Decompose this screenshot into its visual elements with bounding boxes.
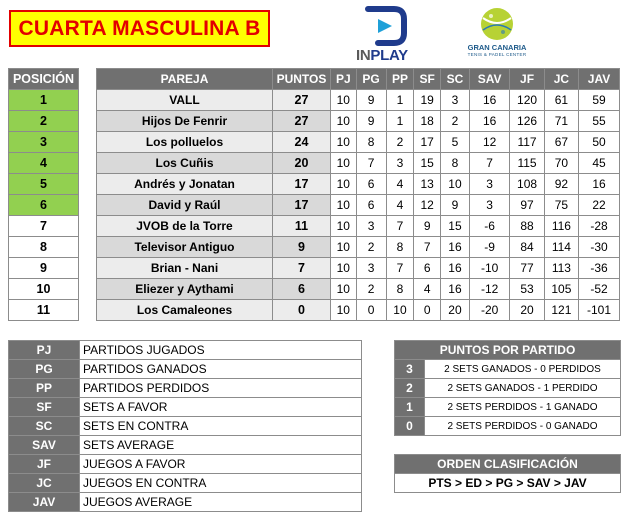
team-name: Brian - Nani xyxy=(97,258,273,279)
header-pareja: PAREJA xyxy=(97,69,273,90)
legend-desc: JUEGOS AVERAGE xyxy=(80,493,362,512)
cell-jf: 20 xyxy=(510,300,544,321)
cell-sf: 19 xyxy=(414,90,441,111)
legend-code: SAV xyxy=(9,436,80,455)
cell-pg: 6 xyxy=(356,195,386,216)
team-points: 7 xyxy=(273,258,331,279)
cell-jc: 113 xyxy=(544,258,578,279)
cell-pj: 10 xyxy=(331,174,357,195)
cell-pj: 10 xyxy=(331,216,357,237)
cell-sf: 0 xyxy=(414,300,441,321)
points-desc: 2 SETS GANADOS - 0 PERDIDOS xyxy=(425,360,621,379)
cell-pp: 8 xyxy=(386,279,414,300)
team-name: David y Raúl xyxy=(97,195,273,216)
cell-sav: -9 xyxy=(469,237,509,258)
cell-pg: 3 xyxy=(356,258,386,279)
abbreviation-legend xyxy=(8,340,362,512)
team-name: Televisor Antiguo xyxy=(97,237,273,258)
cell-sf: 7 xyxy=(414,237,441,258)
cell-jf: 126 xyxy=(510,111,544,132)
cell-sav: -20 xyxy=(469,300,509,321)
cell-sc: 20 xyxy=(441,300,470,321)
position-column xyxy=(8,68,79,321)
points-row xyxy=(395,360,621,379)
cell-pj: 10 xyxy=(331,111,357,132)
cell-sf: 4 xyxy=(414,279,441,300)
cell-jav: 55 xyxy=(579,111,620,132)
ranking-order-value: PTS > ED > PG > SAV > JAV xyxy=(395,474,621,493)
ranking-order-header: ORDEN CLASIFICACIÓN xyxy=(395,455,621,474)
header-jf: JF xyxy=(510,69,544,90)
legend-desc: JUEGOS EN CONTRA xyxy=(80,474,362,493)
standings-table xyxy=(96,68,620,321)
table-row xyxy=(97,237,620,258)
team-points: 24 xyxy=(273,132,331,153)
cell-pp: 4 xyxy=(386,174,414,195)
cell-pg: 2 xyxy=(356,237,386,258)
legend-code: JAV xyxy=(9,493,80,512)
cell-jc: 67 xyxy=(544,132,578,153)
cell-sf: 9 xyxy=(414,216,441,237)
position-cell: 9 xyxy=(9,258,79,279)
cell-sav: 12 xyxy=(469,132,509,153)
points-value: 2 xyxy=(395,379,425,398)
inplay-logo-text: INPLAY xyxy=(356,47,408,64)
points-desc: 2 SETS PERDIDOS - 0 GANADO xyxy=(425,417,621,436)
legend-row xyxy=(9,417,362,436)
cell-pp: 10 xyxy=(386,300,414,321)
legend-row xyxy=(9,474,362,493)
legend-desc: PARTIDOS JUGADOS xyxy=(80,341,362,360)
header-pp: PP xyxy=(386,69,414,90)
cell-pj: 10 xyxy=(331,300,357,321)
legend-row xyxy=(9,493,362,512)
cell-sav: -6 xyxy=(469,216,509,237)
legend-row xyxy=(9,398,362,417)
team-points: 9 xyxy=(273,237,331,258)
table-row xyxy=(97,195,620,216)
position-cell: 7 xyxy=(9,216,79,237)
gran-canaria-logo xyxy=(462,6,532,64)
legend-desc: SETS EN CONTRA xyxy=(80,417,362,436)
legend-code: JF xyxy=(9,455,80,474)
cell-jf: 53 xyxy=(510,279,544,300)
cell-jf: 120 xyxy=(510,90,544,111)
cell-jc: 116 xyxy=(544,216,578,237)
header-sc: SC xyxy=(441,69,470,90)
cell-pg: 2 xyxy=(356,279,386,300)
cell-jf: 97 xyxy=(510,195,544,216)
cell-jav: -36 xyxy=(579,258,620,279)
points-row xyxy=(395,417,621,436)
team-points: 20 xyxy=(273,153,331,174)
cell-jf: 115 xyxy=(510,153,544,174)
position-cell: 3 xyxy=(9,132,79,153)
table-row xyxy=(97,300,620,321)
position-cell: 1 xyxy=(9,90,79,111)
table-row xyxy=(97,111,620,132)
position-cell: 11 xyxy=(9,300,79,321)
gran-canaria-logo-text: GRAN CANARIA xyxy=(467,43,527,52)
team-name: Los polluelos xyxy=(97,132,273,153)
cell-pp: 4 xyxy=(386,195,414,216)
cell-jc: 114 xyxy=(544,237,578,258)
cell-jav: 22 xyxy=(579,195,620,216)
cell-pp: 3 xyxy=(386,153,414,174)
legend-code: PG xyxy=(9,360,80,379)
team-name: JVOB de la Torre xyxy=(97,216,273,237)
cell-sf: 6 xyxy=(414,258,441,279)
cell-jf: 108 xyxy=(510,174,544,195)
cell-sav: 3 xyxy=(469,195,509,216)
position-cell: 2 xyxy=(9,111,79,132)
cell-sc: 10 xyxy=(441,174,470,195)
team-points: 6 xyxy=(273,279,331,300)
inplay-logo-icon xyxy=(364,5,408,47)
cell-jf: 77 xyxy=(510,258,544,279)
legend-code: PJ xyxy=(9,341,80,360)
team-name: Hijos De Fenrir xyxy=(97,111,273,132)
table-row xyxy=(97,174,620,195)
team-points: 17 xyxy=(273,195,331,216)
header-sav: SAV xyxy=(469,69,509,90)
cell-pj: 10 xyxy=(331,90,357,111)
table-row xyxy=(97,216,620,237)
cell-sav: 3 xyxy=(469,174,509,195)
cell-pj: 10 xyxy=(331,195,357,216)
legend-row xyxy=(9,341,362,360)
table-row xyxy=(97,279,620,300)
cell-sc: 16 xyxy=(441,237,470,258)
position-header: POSICIÓN xyxy=(9,69,79,90)
position-cell: 6 xyxy=(9,195,79,216)
cell-pp: 7 xyxy=(386,216,414,237)
cell-pj: 10 xyxy=(331,153,357,174)
cell-pg: 7 xyxy=(356,153,386,174)
cell-sc: 8 xyxy=(441,153,470,174)
cell-jc: 121 xyxy=(544,300,578,321)
cell-jf: 117 xyxy=(510,132,544,153)
cell-sc: 9 xyxy=(441,195,470,216)
points-row xyxy=(395,379,621,398)
cell-jc: 70 xyxy=(544,153,578,174)
header-jav: JAV xyxy=(579,69,620,90)
legend-code: PP xyxy=(9,379,80,398)
cell-sf: 13 xyxy=(414,174,441,195)
legend-row xyxy=(9,455,362,474)
cell-pg: 0 xyxy=(356,300,386,321)
legend-row xyxy=(9,379,362,398)
team-points: 17 xyxy=(273,174,331,195)
points-value: 1 xyxy=(395,398,425,417)
position-cell: 8 xyxy=(9,237,79,258)
cell-sc: 2 xyxy=(441,111,470,132)
legend-row xyxy=(9,360,362,379)
points-per-match-table xyxy=(394,340,621,436)
legend-code: SC xyxy=(9,417,80,436)
points-row xyxy=(395,398,621,417)
cell-pp: 2 xyxy=(386,132,414,153)
points-desc: 2 SETS PERDIDOS - 1 GANADO xyxy=(425,398,621,417)
points-value: 3 xyxy=(395,360,425,379)
cell-pj: 10 xyxy=(331,279,357,300)
cell-sc: 5 xyxy=(441,132,470,153)
cell-sav: 16 xyxy=(469,90,509,111)
cell-sav: 7 xyxy=(469,153,509,174)
team-name: Los Cuñis xyxy=(97,153,273,174)
cell-pg: 9 xyxy=(356,90,386,111)
cell-pj: 10 xyxy=(331,258,357,279)
legend-desc: SETS AVERAGE xyxy=(80,436,362,455)
cell-pp: 1 xyxy=(386,111,414,132)
legend-desc: PARTIDOS GANADOS xyxy=(80,360,362,379)
team-points: 0 xyxy=(273,300,331,321)
cell-pg: 6 xyxy=(356,174,386,195)
cell-sf: 17 xyxy=(414,132,441,153)
team-name: Los Camaleones xyxy=(97,300,273,321)
inplay-logo xyxy=(352,5,422,63)
legend-desc: PARTIDOS PERDIDOS xyxy=(80,379,362,398)
table-row xyxy=(97,153,620,174)
team-points: 27 xyxy=(273,90,331,111)
cell-sc: 16 xyxy=(441,279,470,300)
cell-jf: 84 xyxy=(510,237,544,258)
header-sf: SF xyxy=(414,69,441,90)
header-puntos: PUNTOS xyxy=(273,69,331,90)
points-value: 0 xyxy=(395,417,425,436)
cell-jav: 59 xyxy=(579,90,620,111)
cell-jav: -30 xyxy=(579,237,620,258)
cell-jav: -101 xyxy=(579,300,620,321)
cell-jav: 16 xyxy=(579,174,620,195)
cell-jav: -52 xyxy=(579,279,620,300)
legend-row xyxy=(9,436,362,455)
cell-jav: 50 xyxy=(579,132,620,153)
ranking-order-table xyxy=(394,454,621,493)
position-cell: 10 xyxy=(9,279,79,300)
cell-jc: 92 xyxy=(544,174,578,195)
points-desc: 2 SETS GANADOS - 1 PERDIDO xyxy=(425,379,621,398)
cell-pp: 8 xyxy=(386,237,414,258)
header-pj: PJ xyxy=(331,69,357,90)
cell-pg: 3 xyxy=(356,216,386,237)
cell-sav: -12 xyxy=(469,279,509,300)
cell-pg: 8 xyxy=(356,132,386,153)
position-cell: 4 xyxy=(9,153,79,174)
team-points: 11 xyxy=(273,216,331,237)
cell-sc: 3 xyxy=(441,90,470,111)
position-cell: 5 xyxy=(9,174,79,195)
page-title: CUARTA MASCULINA B xyxy=(9,10,270,47)
team-points: 27 xyxy=(273,111,331,132)
cell-pp: 1 xyxy=(386,90,414,111)
cell-sav: 16 xyxy=(469,111,509,132)
cell-jc: 61 xyxy=(544,90,578,111)
table-row xyxy=(97,90,620,111)
points-per-match-header: PUNTOS POR PARTIDO xyxy=(395,341,621,360)
cell-pp: 7 xyxy=(386,258,414,279)
cell-sav: -10 xyxy=(469,258,509,279)
team-name: Andrés y Jonatan xyxy=(97,174,273,195)
cell-pj: 10 xyxy=(331,237,357,258)
team-name: Eliezer y Aythami xyxy=(97,279,273,300)
legend-desc: JUEGOS A FAVOR xyxy=(80,455,362,474)
tennis-ball-icon xyxy=(479,6,515,42)
cell-jav: 45 xyxy=(579,153,620,174)
cell-sf: 15 xyxy=(414,153,441,174)
cell-jc: 75 xyxy=(544,195,578,216)
cell-jc: 71 xyxy=(544,111,578,132)
gran-canaria-logo-subtext: TENIS & PADEL CENTER xyxy=(467,52,527,57)
legend-desc: SETS A FAVOR xyxy=(80,398,362,417)
cell-pj: 10 xyxy=(331,132,357,153)
cell-sf: 12 xyxy=(414,195,441,216)
cell-jav: -28 xyxy=(579,216,620,237)
team-name: VALL xyxy=(97,90,273,111)
legend-code: SF xyxy=(9,398,80,417)
cell-sc: 16 xyxy=(441,258,470,279)
cell-sc: 15 xyxy=(441,216,470,237)
cell-sf: 18 xyxy=(414,111,441,132)
legend-code: JC xyxy=(9,474,80,493)
cell-jf: 88 xyxy=(510,216,544,237)
header-pg: PG xyxy=(356,69,386,90)
header-jc: JC xyxy=(544,69,578,90)
table-row xyxy=(97,132,620,153)
cell-jc: 105 xyxy=(544,279,578,300)
cell-pg: 9 xyxy=(356,111,386,132)
table-row xyxy=(97,258,620,279)
